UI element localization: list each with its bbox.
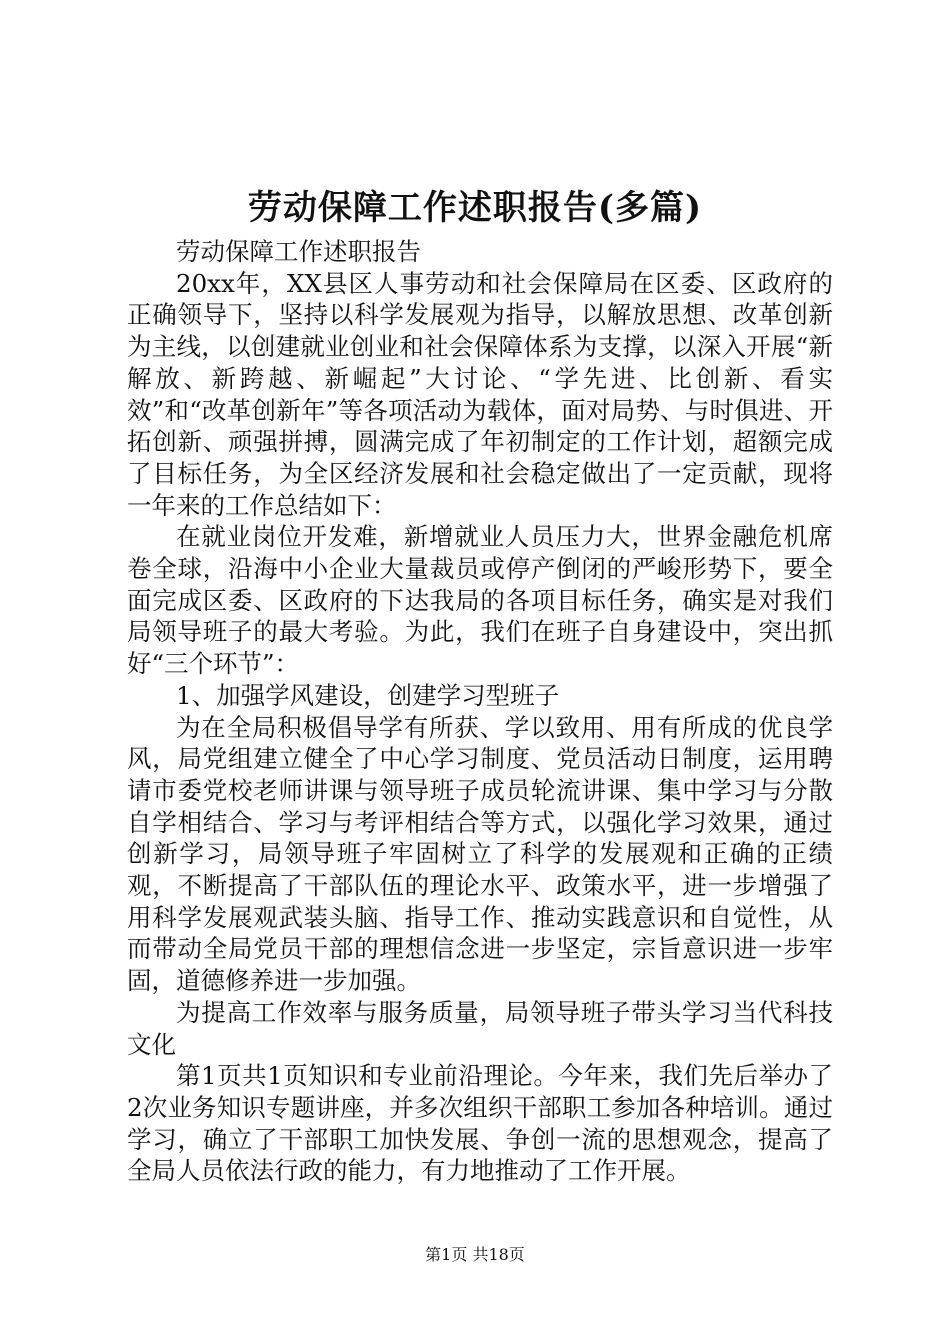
page-footer: 第1页 共18页: [425, 1245, 525, 1264]
section-heading: 1、加强学风建设，创建学习型班子: [176, 680, 560, 710]
body-paragraph: 在就业岗位开发难，新增就业人员压力大，世界金融危机席卷全球，沿海中小企业大量裁员或停产倒闭的严峻形势下，要全面完成区委、区政府的下达我局的各项目标任务，确实是对我们局领导班子的最大考验。为此，我们在班子自身建设中，突出抓好“三个环节”：: [127, 522, 833, 679]
body-paragraph: 为在全局积极倡导学有所获、学以致用、用有所成的优良学风，局党组建立健全了中心学习制度、党员活动日制度，运用聘请市委党校老师讲课与领导班子成员轮流讲课、集中学习与分散自学相结合、学习与考评相结合等方式，以强化学习效果，通过创新学习，局领导班子牢固树立了科学的发展观和正确的正绩观，不断提高了干部队伍的理论水平、政策水平，进一步增强了用科学发展观武装头脑、指导工作、推动实践意识和自觉性，从而带动全局党员干部的理想信念进一步坚定，宗旨意识进一步牢固，道德修养进一步加强。: [127, 712, 833, 996]
subtitle-paragraph: 劳动保障工作述职报告: [176, 237, 421, 266]
body-paragraph: 第1页共1页知识和专业前沿理论。今年来，我们先后举办了2次业务知识专题讲座，并多次组织干部职工参加各种培训。通过学习，确立了干部职工加快发展、争创一流的思想观念，提高了全局人员依法行政的能力，有力地推动了工作开展。: [127, 1061, 833, 1186]
document-title: 劳动保障工作述职报告(多篇): [247, 188, 703, 228]
body-paragraph: 20xx年，XX县区人事劳动和社会保障局在区委、区政府的正确领导下，坚持以科学发展观为指导，以解放思想、改革创新为主线，以创建就业创业和社会保障体系为支撑，以深入开展“新解放、新跨越、新崛起”大讨论、“学先进、比创新、看实效”和“改革创新年”等各项活动为载体，面对局势、与时俱进、开拓创新、顽强拼搏，圆满完成了年初制定的工作计划，超额完成了目标任务，为全区经济发展和社会稳定做出了一定贡献，现将一年来的工作总结如下：: [127, 268, 833, 520]
body-paragraph: 为提高工作效率与服务质量，局领导班子带头学习当代科技文化: [127, 997, 833, 1059]
document-body: [127, 236, 833, 1187]
